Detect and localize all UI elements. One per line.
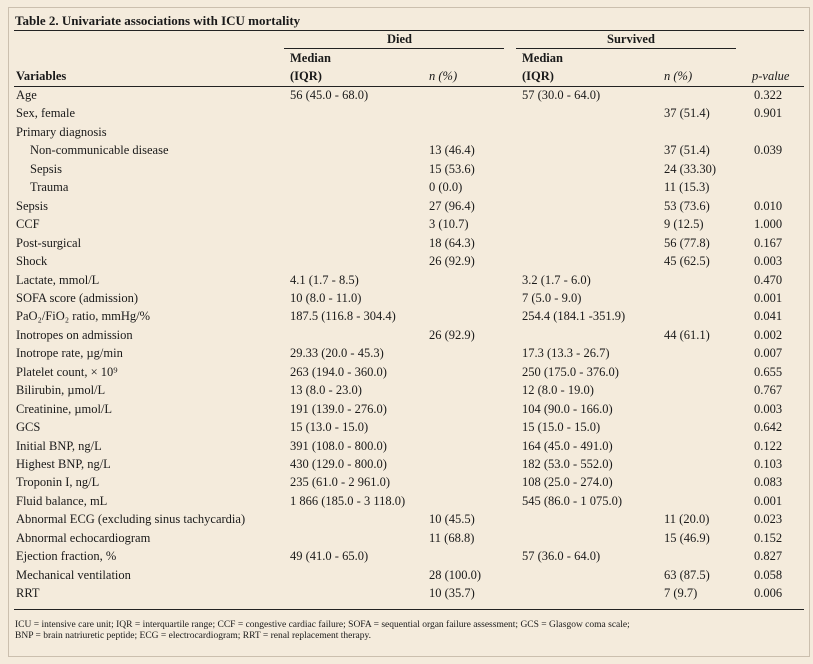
survived-n-cell: 11 (20.0) [664,512,710,527]
survived-median-cell: 108 (25.0 - 274.0) [522,475,613,490]
row-label: Non-communicable disease [30,143,169,158]
died-n-cell: 13 (46.4) [429,143,475,158]
died-median-cell: 15 (13.0 - 15.0) [290,420,369,435]
died-median-header: Median [290,51,331,65]
died-n-cell: 0 (0.0) [429,180,463,195]
pvalue-cell: 0.039 [754,143,783,158]
died-median-cell: 187.5 (116.8 - 304.4) [290,309,396,324]
died-median-cell: 430 (129.0 - 800.0) [290,457,387,471]
pvalue-cell: 0.767 [754,383,783,398]
pvalue-cell: 0.083 [754,475,783,490]
survived-n-cell: 45 (62.5) [664,254,710,269]
died-median-cell: 10 (8.0 - 11.0) [290,290,362,305]
row-label: Ejection fraction, % [16,549,117,564]
survived-n-cell: 37 (51.4) [664,106,710,121]
died-median-cell: 13 (8.0 - 23.0) [290,383,362,398]
survived-n-cell: 37 (51.4) [664,143,710,158]
survived-n-cell: 15 (46.9) [664,530,710,545]
survived-median-cell: 545 (86.0 - 1 075.0) [522,493,622,508]
survived-median-cell: 57 (36.0 - 64.0) [522,549,601,564]
row-label: Inotrope rate, µg/min [16,346,123,361]
died-median-cell: 263 (194.0 - 360.0) [290,364,387,379]
died-n-cell: 10 (45.5) [429,512,475,527]
pvalue-cell: 0.103 [754,457,783,471]
survived-median-cell: 17.3 (13.3 - 26.7) [522,346,610,361]
died-median-cell: 191 (139.0 - 276.0) [290,401,387,416]
title-rule [14,30,804,31]
pvalue-cell: 0.901 [754,106,783,121]
survived-median-cell: 15 (15.0 - 15.0) [522,420,601,435]
header-rule [14,86,804,87]
died-median-cell: 1 866 (185.0 - 3 118.0) [290,493,406,508]
row-label: Creatinine, µmol/L [16,401,113,416]
row-label: Age [16,88,37,102]
survived-n-cell: 11 (15.3) [664,180,710,195]
pvalue-cell: 0.010 [754,198,783,213]
pvalue-cell: 0.122 [754,438,783,453]
footnote-line-2: BNP = brain natriuretic peptide; ECG = electrocardiogram; RRT = renal replacement therapy. [15,631,371,641]
row-label: Sepsis [16,198,48,213]
pvalue-cell: 0.003 [754,401,783,416]
survived-group-rule [516,48,736,49]
survived-n-cell: 44 (61.1) [664,327,710,342]
bottom-rule [14,609,804,610]
pvalue-cell: 0.023 [754,512,783,527]
row-label: Highest BNP, ng/L [16,457,111,471]
died-n-cell: 3 (10.7) [429,217,469,232]
pvalue-header: p-value [752,69,790,83]
died-median-cell: 29.33 (20.0 - 45.3) [290,346,384,361]
died-group-rule [284,48,504,49]
survived-median-cell: 12 (8.0 - 19.0) [522,383,594,398]
survived-n-cell: 9 (12.5) [664,217,704,232]
row-label: Lactate, mmol/L [16,272,100,287]
pvalue-cell: 1.000 [754,217,783,232]
row-label: Troponin I, ng/L [16,475,100,490]
died-n-header: n (%) [429,69,458,83]
row-label: RRT [16,586,40,601]
table-title: Table 2. Univariate associations with ICU mortality [15,13,301,28]
survived-n-cell: 24 (33.30) [664,161,717,176]
survived-median-cell: 254.4 (184.1 -351.9) [522,309,626,324]
row-label: Abnormal echocardiogram [16,530,151,545]
pvalue-cell: 0.002 [754,327,783,342]
died-median-cell: 4.1 (1.7 - 8.5) [290,272,359,287]
pvalue-cell: 0.058 [754,567,783,582]
row-label: Sepsis [30,161,62,176]
pvalue-cell: 0.167 [754,235,783,250]
pvalue-cell: 0.006 [754,586,783,601]
survived-median-cell: 164 (45.0 - 491.0) [522,438,613,453]
died-n-cell: 28 (100.0) [429,567,482,582]
footnote-line-1: ICU = intensive care unit; IQR = interquartile range; CCF = congestive cardiac failure; SOFA = sequential organ failure assessment; GCS = Glasgow coma scale; [15,620,630,630]
row-label: PaO₂/FiO₂ ratio, mmHg/% [16,309,151,324]
died-n-cell: 18 (64.3) [429,235,475,250]
pvalue-cell: 0.470 [754,272,783,287]
row-label: Sex, female [16,106,76,121]
row-label: GCS [16,420,41,435]
pvalue-cell: 0.642 [754,420,783,435]
row-label: Bilirubin, µmol/L [16,383,106,398]
pvalue-cell: 0.007 [754,346,783,361]
pvalue-cell: 0.152 [754,530,783,545]
died-median-cell: 391 (108.0 - 800.0) [290,438,387,453]
survived-iqr-header: (IQR) [522,69,554,83]
survived-n-cell: 56 (77.8) [664,235,710,250]
pvalue-cell: 0.322 [754,88,783,102]
variables-header: Variables [16,69,67,83]
pvalue-cell: 0.003 [754,254,783,269]
row-label: Shock [16,254,48,269]
table-footnote [15,620,775,642]
pvalue-cell: 0.827 [754,549,783,564]
died-median-cell: 235 (61.0 - 2 961.0) [290,475,390,490]
died-iqr-header: (IQR) [290,69,322,83]
died-median-cell: 56 (45.0 - 68.0) [290,88,369,102]
row-label: Post-surgical [16,235,82,250]
survived-n-cell: 7 (9.7) [664,586,698,601]
survived-n-header: n (%) [664,69,693,83]
row-label: Primary diagnosis [16,124,107,139]
pvalue-cell: 0.655 [754,364,783,379]
died-n-cell: 26 (92.9) [429,254,475,269]
survived-n-cell: 63 (87.5) [664,567,710,582]
survived-n-cell: 53 (73.6) [664,198,710,213]
pvalue-cell: 0.041 [754,309,783,324]
row-label: Abnormal ECG (excluding sinus tachycardia) [16,512,246,527]
pvalue-cell: 0.001 [754,493,783,508]
survived-median-cell: 250 (175.0 - 376.0) [522,364,619,379]
died-n-cell: 15 (53.6) [429,161,475,176]
died-n-cell: 27 (96.4) [429,198,475,213]
row-label: Fluid balance, mL [16,493,108,508]
survived-median-cell: 104 (90.0 - 166.0) [522,401,613,416]
row-label: SOFA score (admission) [16,290,138,305]
row-label: Initial BNP, ng/L [16,438,102,453]
survived-median-cell: 3.2 (1.7 - 6.0) [522,272,591,287]
pvalue-cell: 0.001 [754,290,783,305]
died-n-cell: 11 (68.8) [429,530,475,545]
died-n-cell: 26 (92.9) [429,327,475,342]
row-label: Platelet count, × 10⁹ [16,364,118,379]
died-median-cell: 49 (41.0 - 65.0) [290,549,369,564]
table-frame [8,7,810,657]
survived-median-cell: 57 (30.0 - 64.0) [522,88,601,102]
group-survived-header: Survived [607,32,655,46]
survived-median-header: Median [522,51,563,65]
survived-median-cell: 7 (5.0 - 9.0) [522,290,582,305]
row-label: Mechanical ventilation [16,567,131,582]
row-label: Trauma [30,180,69,195]
row-label: Inotropes on admission [16,327,133,342]
died-n-cell: 10 (35.7) [429,586,475,601]
survived-median-cell: 182 (53.0 - 552.0) [522,457,613,471]
row-label: CCF [16,217,40,232]
group-died-header: Died [387,32,412,46]
